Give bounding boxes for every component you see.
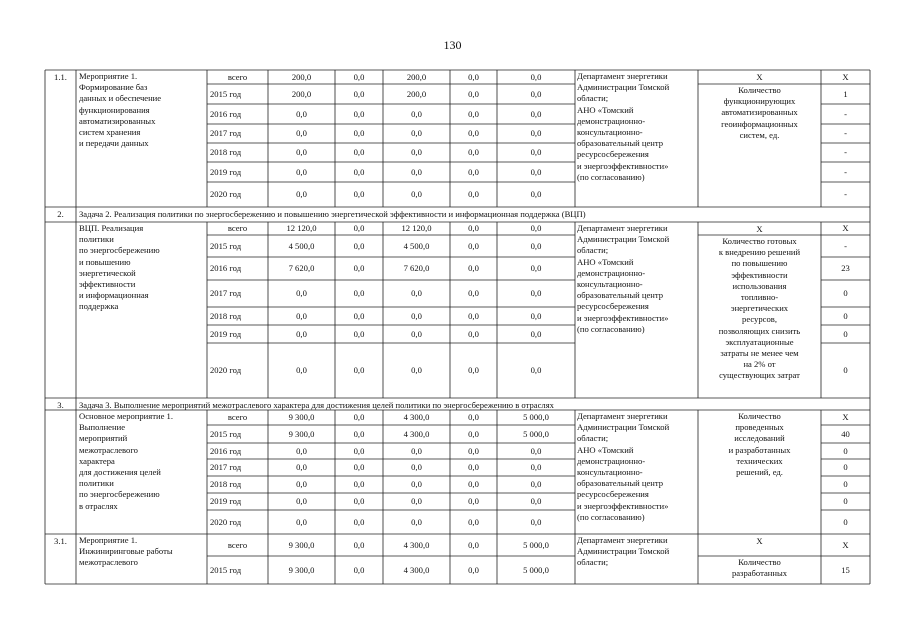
period-label: 2018 год — [210, 147, 242, 157]
amount-cell: 0,0 — [353, 189, 365, 199]
amount-cell: 0,0 — [353, 310, 365, 321]
amount-cell: 0,0 — [468, 263, 479, 273]
amount-cell: 0,0 — [296, 328, 307, 339]
amount-cell: 0,0 — [353, 240, 365, 251]
amount-cell: 12 120,0 — [286, 223, 317, 233]
amount-cell: 0,0 — [530, 328, 542, 339]
amount-cell: 0,0 — [468, 223, 479, 233]
row-number: 1.1. — [54, 72, 67, 82]
amount-cell: 4 300,0 — [403, 428, 430, 439]
amount-cell: 0,0 — [468, 288, 479, 298]
period-label: 2019 год — [210, 166, 242, 177]
amount-cell: 0,0 — [353, 479, 365, 489]
amount-cell: 0,0 — [468, 564, 479, 575]
amount-cell: 0,0 — [530, 88, 542, 99]
amount-cell: 9 300,0 — [288, 412, 315, 422]
amount-cell: 0,0 — [468, 328, 479, 339]
row-number: 3.1. — [54, 536, 67, 546]
amount-cell: 0,0 — [353, 428, 365, 439]
amount-cell: 0,0 — [353, 71, 365, 82]
period-label: 2017 год — [210, 128, 242, 138]
amount-cell: 0,0 — [530, 128, 542, 138]
amount-cell: 0,0 — [411, 128, 422, 138]
amount-cell: 0,0 — [530, 147, 542, 157]
task-number: 2. — [57, 209, 64, 219]
period-label: 2019 год — [210, 328, 242, 339]
indicator-value: X — [842, 412, 849, 422]
task-title: Задача 3. Выполнение мероприятий межотраслевого характера для достижения целей политики по энергосбережению в отраслях — [79, 400, 554, 410]
period-label: 2020 год — [210, 365, 242, 375]
amount-cell: 0,0 — [530, 479, 542, 489]
period-label: 2020 год — [210, 189, 242, 199]
amount-cell: 0,0 — [296, 128, 307, 138]
amount-cell: 0,0 — [411, 288, 422, 298]
amount-cell: 0,0 — [468, 71, 479, 82]
amount-cell: 0,0 — [353, 462, 365, 472]
amount-cell: 7 620,0 — [403, 263, 430, 273]
amount-cell: 0,0 — [296, 445, 307, 456]
amount-cell: 0,0 — [411, 445, 422, 456]
indicator-value: 0 — [843, 365, 848, 375]
amount-cell: 0,0 — [468, 428, 479, 439]
amount-cell: 0,0 — [468, 412, 479, 422]
indicator-value: - — [844, 166, 847, 177]
amount-cell: 0,0 — [353, 147, 365, 157]
amount-cell: 0,0 — [468, 539, 479, 550]
indicator-value: 0 — [843, 328, 848, 339]
indicator-x: X — [756, 536, 763, 546]
period-label: 2016 год — [210, 445, 242, 456]
indicator-value: - — [844, 189, 847, 199]
amount-cell: 0,0 — [468, 310, 479, 321]
period-label: 2019 год — [210, 496, 242, 506]
amount-cell: 0,0 — [296, 365, 307, 375]
indicator-name: Количество проведенных исследований и разработанных технических решений, ед. — [728, 411, 791, 478]
period-label: 2015 год — [210, 564, 242, 575]
amount-cell: 4 300,0 — [403, 564, 430, 575]
period-label: 2018 год — [210, 479, 242, 489]
amount-cell: 0,0 — [353, 128, 365, 138]
indicator-value: 40 — [841, 428, 850, 439]
indicator-value: 0 — [843, 496, 848, 506]
task-title: Задача 2. Реализация политики по энергосбережению и повышению энергетической эффективности и информационная поддержка (ВЦП) — [79, 209, 586, 219]
amount-cell: 0,0 — [353, 564, 365, 575]
measure-name: Основное мероприятие 1. Выполнение мероприятий межотраслевого характера для достижения целей политики по энергосбережению в отраслях — [79, 411, 173, 511]
amount-cell: 0,0 — [353, 365, 365, 375]
amount-cell: 0,0 — [353, 166, 365, 177]
amount-cell: 0,0 — [411, 365, 422, 375]
amount-cell: 4 300,0 — [403, 412, 430, 422]
amount-cell: 0,0 — [353, 223, 365, 233]
amount-cell: 200,0 — [406, 88, 427, 99]
amount-cell: 4 500,0 — [288, 240, 315, 251]
amount-cell: 0,0 — [411, 328, 422, 339]
amount-cell: 0,0 — [468, 88, 479, 99]
amount-cell: 0,0 — [296, 310, 307, 321]
period-label: всего — [227, 223, 248, 233]
amount-cell: 0,0 — [468, 365, 479, 375]
period-label: 2020 год — [210, 516, 242, 527]
amount-cell: 0,0 — [530, 288, 542, 298]
amount-cell: 5 000,0 — [523, 564, 549, 575]
measure-name: Мероприятие 1. Формирование баз данных и обеспечение функционирования автоматизированных систем хранения и передачи данных — [79, 71, 162, 149]
indicator-name: Количество разработанных — [731, 557, 788, 579]
amount-cell: 4 300,0 — [403, 539, 430, 550]
amount-cell: 0,0 — [530, 445, 542, 456]
amount-cell: 9 300,0 — [288, 428, 315, 439]
amount-cell: 0,0 — [353, 412, 365, 422]
period-label: 2015 год — [210, 240, 242, 251]
indicator-value: X — [842, 539, 849, 550]
period-label: 2018 год — [210, 310, 242, 321]
amount-cell: 0,0 — [468, 479, 479, 489]
period-label: 2017 год — [210, 288, 242, 298]
amount-cell: 0,0 — [530, 516, 542, 527]
amount-cell: 0,0 — [411, 496, 422, 506]
amount-cell: 0,0 — [468, 108, 479, 119]
period-label: 2016 год — [210, 263, 242, 273]
amount-cell: 0,0 — [468, 166, 479, 177]
amount-cell: 0,0 — [468, 147, 479, 157]
amount-cell: 0,0 — [530, 365, 542, 375]
amount-cell: 7 620,0 — [288, 263, 315, 273]
amount-cell: 0,0 — [411, 462, 422, 472]
amount-cell: 0,0 — [468, 462, 479, 472]
amount-cell: 0,0 — [468, 496, 479, 506]
amount-cell: 0,0 — [530, 166, 542, 177]
amount-cell: 0,0 — [468, 240, 479, 251]
task-number: 3. — [57, 400, 64, 410]
amount-cell: 0,0 — [353, 263, 365, 273]
indicator-name: Количество функционирующих автоматизированных геоинформационных систем, ед. — [721, 85, 798, 140]
amount-cell: 0,0 — [353, 328, 365, 339]
amount-cell: 0,0 — [411, 166, 422, 177]
amount-cell: 0,0 — [530, 223, 542, 233]
indicator-value: - — [844, 128, 847, 138]
amount-cell: 0,0 — [353, 445, 365, 456]
period-label: всего — [227, 539, 248, 550]
indicator-value: 15 — [841, 564, 850, 575]
indicator-value: X — [842, 223, 849, 233]
period-label: 2015 год — [210, 88, 242, 99]
amount-cell: 0,0 — [411, 108, 422, 119]
measure-name: Мероприятие 1. Инжиниринговые работы межотраслевого — [79, 535, 173, 568]
amount-cell: 0,0 — [353, 516, 365, 527]
amount-cell: 12 120,0 — [401, 223, 432, 233]
amount-cell: 0,0 — [468, 189, 479, 199]
amount-cell: 0,0 — [296, 108, 307, 119]
amount-cell: 0,0 — [296, 147, 307, 157]
amount-cell: 200,0 — [291, 88, 312, 99]
amount-cell: 0,0 — [468, 516, 479, 527]
amount-cell: 0,0 — [411, 516, 422, 527]
amount-cell: 5 000,0 — [523, 539, 549, 550]
amount-cell: 0,0 — [353, 88, 365, 99]
indicator-name: Количество готовых к внедрению решений по повышению эффективности использования топливно- энергетических ресурсов, позволяющих снизить эксплуатационные затраты не менее чем на 2% от существующих затрат — [718, 236, 801, 381]
period-label: всего — [227, 412, 248, 422]
amount-cell: 200,0 — [406, 71, 427, 82]
amount-cell: 0,0 — [468, 128, 479, 138]
amount-cell: 0,0 — [353, 108, 365, 119]
amount-cell: 0,0 — [353, 496, 365, 506]
executor: Департамент энергетики Администрации Томской области; АНО «Томский демонстрационно- консультационно- образовательный центр ресурсосбережения и энергоэффективности» (по согласованию) — [577, 411, 670, 522]
amount-cell: 0,0 — [530, 108, 542, 119]
indicator-value: - — [844, 240, 847, 251]
indicator-value: 0 — [843, 288, 848, 298]
executor: Департамент энергетики Администрации Томской области; — [577, 535, 670, 568]
amount-cell: 0,0 — [468, 445, 479, 456]
amount-cell: 200,0 — [291, 71, 312, 82]
amount-cell: 4 500,0 — [403, 240, 430, 251]
indicator-value: 1 — [843, 88, 848, 99]
amount-cell: 0,0 — [530, 462, 542, 472]
amount-cell: 0,0 — [411, 310, 422, 321]
indicator-value: - — [844, 147, 847, 157]
period-label: всего — [227, 71, 248, 82]
indicator-value: 0 — [843, 310, 848, 321]
amount-cell: 9 300,0 — [288, 539, 315, 550]
amount-cell: 0,0 — [296, 189, 307, 199]
amount-cell: 0,0 — [530, 189, 542, 199]
amount-cell: 0,0 — [530, 263, 542, 273]
indicator-value: 23 — [841, 263, 850, 273]
amount-cell: 5 000,0 — [523, 412, 549, 422]
period-label: 2017 год — [210, 462, 242, 472]
amount-cell: 0,0 — [296, 462, 307, 472]
amount-cell: 0,0 — [296, 479, 307, 489]
measure-name: ВЦП. Реализация политики по энергосбережению и повышению энергетической эффективности и информационная поддержка — [79, 223, 160, 312]
amount-cell: 0,0 — [296, 496, 307, 506]
period-label: 2016 год — [210, 108, 242, 119]
amount-cell: 0,0 — [530, 310, 542, 321]
indicator-value: X — [842, 71, 849, 82]
amount-cell: 5 000,0 — [523, 428, 549, 439]
amount-cell: 0,0 — [353, 288, 365, 298]
indicator-value: 0 — [843, 462, 848, 472]
period-label: 2015 год — [210, 428, 242, 439]
amount-cell: 0,0 — [296, 288, 307, 298]
executor: Департамент энергетики Администрации Томской области; АНО «Томский демонстрационно- консультационно- образовательный центр ресурсосбережения и энергоэффективности» (по согласованию) — [577, 71, 670, 182]
amount-cell: 0,0 — [411, 189, 422, 199]
indicator-value: - — [844, 108, 847, 119]
amount-cell: 0,0 — [530, 71, 542, 82]
page-number: 130 — [443, 38, 462, 52]
amount-cell: 0,0 — [353, 539, 365, 550]
amount-cell: 0,0 — [530, 240, 542, 251]
amount-cell: 0,0 — [411, 479, 422, 489]
executor: Департамент энергетики Администрации Томской области; АНО «Томский демонстрационно- консультационно- образовательный центр ресурсосбережения и энергоэффективности» (по согласованию) — [577, 223, 670, 334]
indicator-x: X — [756, 224, 763, 234]
indicator-value: 0 — [843, 479, 848, 489]
indicator-x: X — [756, 72, 763, 82]
amount-cell: 0,0 — [296, 166, 307, 177]
amount-cell: 9 300,0 — [288, 564, 315, 575]
indicator-value: 0 — [843, 516, 848, 527]
amount-cell: 0,0 — [296, 516, 307, 527]
amount-cell: 0,0 — [530, 496, 542, 506]
indicator-value: 0 — [843, 445, 848, 456]
amount-cell: 0,0 — [411, 147, 422, 157]
